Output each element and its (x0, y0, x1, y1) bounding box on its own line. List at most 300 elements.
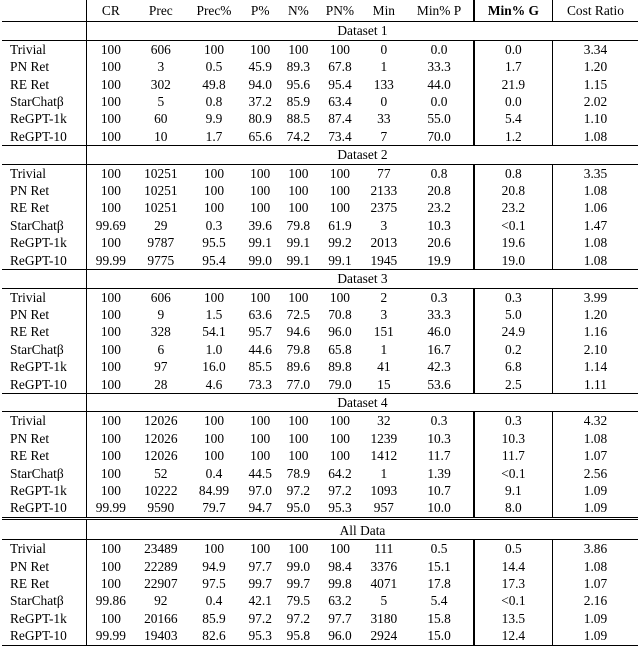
method-name: ReGPT-10 (2, 376, 87, 394)
table-cell: 74.2 (279, 128, 317, 146)
table-cell: 100 (87, 40, 135, 58)
table-cell: 79.7 (187, 499, 241, 518)
method-name: RE Ret (10, 200, 50, 216)
table-cell: 2.10 (552, 341, 638, 358)
table-row (2, 199, 638, 216)
table-cell: 23489 (144, 541, 178, 557)
table-cell: 94.9 (202, 558, 226, 574)
table-cell: 3.35 (552, 164, 638, 182)
table-cell: 98.4 (328, 558, 352, 574)
table-cell: 5.4 (430, 593, 448, 609)
table-cell: 19.9 (405, 252, 474, 270)
table-cell: 16.7 (427, 341, 451, 357)
table-cell: 1.08 (552, 128, 638, 146)
table-cell: 100 (87, 93, 135, 110)
table-cell: 80.9 (248, 111, 272, 127)
column-header: Prec (135, 0, 187, 22)
section-header-row (2, 22, 638, 40)
table-cell: 151 (373, 324, 394, 340)
method-name: PN Ret (10, 59, 50, 75)
table-cell: 328 (150, 324, 171, 340)
table-cell: 14.4 (474, 558, 553, 575)
table-cell: 95.3 (241, 627, 279, 645)
column-header: Min% G (474, 0, 553, 22)
table-row (2, 430, 638, 447)
table-cell: 77 (377, 165, 391, 181)
table-cell: 77.0 (279, 376, 317, 394)
method-name: PN Ret (10, 306, 50, 322)
table-cell: 100 (329, 541, 350, 557)
method-name: ReGPT-10 (2, 499, 87, 518)
table-cell: 100 (288, 541, 309, 557)
table-cell: 88.5 (286, 111, 311, 127)
table-cell: 100 (87, 199, 135, 216)
table-cell: 100 (329, 41, 350, 57)
table-cell: 20.8 (474, 182, 553, 199)
table-cell: 55.0 (427, 111, 451, 127)
table-cell: 0.3 (474, 412, 553, 430)
table-cell: 97.2 (286, 610, 311, 626)
section-title: Dataset 4 (87, 393, 639, 411)
table-cell: 24.9 (474, 323, 553, 340)
table-cell: 15.1 (427, 558, 451, 574)
table-cell: 95.6 (286, 76, 311, 92)
table-cell: 99.69 (87, 217, 135, 234)
table-cell: 97 (154, 359, 168, 375)
table-cell: 957 (362, 499, 405, 518)
table-row (2, 482, 638, 499)
table-cell: 15.8 (427, 610, 451, 626)
table-cell: 100 (288, 413, 309, 429)
table-cell: 21.9 (474, 76, 553, 93)
table-cell: 99.86 (87, 592, 135, 609)
table-cell: 100 (250, 430, 271, 446)
table-row (2, 358, 638, 375)
section-title: All Data (87, 518, 639, 539)
table-cell: 133 (373, 76, 394, 92)
table-cell: 79.0 (317, 376, 362, 394)
table-cell: 100 (87, 358, 135, 375)
table-cell: 0.5 (430, 541, 448, 557)
table-cell: 0.4 (205, 593, 223, 609)
table-cell: 2013 (370, 235, 398, 251)
table-row (2, 217, 638, 234)
table-cell: 100 (329, 289, 350, 305)
table-cell: 37.2 (248, 94, 272, 110)
table-cell: 78.9 (286, 465, 311, 481)
table-cell: 606 (150, 289, 171, 305)
table-cell: 100 (87, 465, 135, 482)
table-cell: 5 (157, 94, 165, 110)
table-cell: 97.2 (286, 482, 311, 498)
table-cell: 1.08 (552, 430, 638, 447)
table-cell: 0.0 (474, 93, 553, 110)
table-cell: 100 (87, 558, 135, 575)
table-cell: 10251 (144, 183, 178, 199)
table-cell: 70.0 (405, 128, 474, 146)
method-name: PN Ret (10, 558, 50, 574)
table-cell: 100 (250, 413, 271, 429)
table-cell: 17.8 (427, 576, 451, 591)
table-cell: 1.2 (474, 128, 553, 146)
method-name: Trivial (10, 289, 46, 305)
table-cell: 39.6 (248, 217, 272, 233)
method-name: StarChatβ (10, 217, 64, 233)
table-cell: 6 (157, 341, 165, 357)
column-header: Cost Ratio (552, 0, 638, 22)
table-cell: 95.4 (328, 76, 352, 92)
table-cell: 19.0 (474, 252, 553, 270)
section-title: Dataset 1 (87, 22, 639, 40)
table-cell: 19.6 (474, 234, 553, 251)
table-cell: 99.1 (317, 252, 362, 270)
method-name: RE Ret (10, 576, 50, 591)
table-cell: 0.0 (474, 40, 553, 58)
table-cell: 45.9 (248, 59, 272, 75)
table-cell: 95.0 (279, 499, 317, 518)
method-name: Trivial (10, 541, 46, 557)
table-cell: 42.1 (248, 593, 272, 609)
table-row (2, 288, 638, 306)
table-cell: 100 (87, 610, 135, 627)
table-cell: 15.0 (405, 627, 474, 645)
table-cell: 73.3 (241, 376, 279, 394)
table-cell: 95.4 (187, 252, 241, 270)
table-cell: <0.1 (474, 592, 553, 609)
table-cell: 111 (374, 541, 394, 557)
table-cell: 2375 (370, 200, 398, 216)
table-cell: 61.9 (328, 217, 352, 233)
table-cell: 97.7 (248, 558, 272, 574)
table-cell: 15 (362, 376, 405, 394)
table-cell: 7 (362, 128, 405, 146)
table-cell: 97.0 (248, 482, 272, 498)
table-cell: 92 (154, 593, 168, 609)
table-cell: 12.4 (474, 627, 553, 645)
section-spacer (2, 146, 87, 164)
table-cell: 5.0 (474, 306, 553, 323)
table-cell: 10251 (144, 165, 178, 181)
table-cell: 33.3 (427, 306, 451, 322)
table-cell: 94.0 (248, 76, 272, 92)
table-cell: 10222 (144, 482, 178, 498)
table-cell: 16.0 (202, 359, 226, 375)
table-cell: 65.8 (328, 341, 352, 357)
table-row (2, 465, 638, 482)
table-cell: 79.8 (286, 341, 311, 357)
table-cell: 5.4 (474, 110, 553, 127)
table-cell: 79.5 (286, 593, 311, 609)
table-cell: 3 (157, 59, 165, 75)
method-name: RE Ret (10, 448, 50, 464)
table-cell: 99.1 (279, 252, 317, 270)
table-cell: 12026 (144, 430, 178, 446)
table-cell: 9775 (135, 252, 187, 270)
table-cell: 82.6 (187, 627, 241, 645)
section-spacer (2, 22, 87, 40)
table-cell: 100 (329, 448, 350, 464)
table-cell: 20.6 (427, 235, 451, 251)
table-cell: 1 (380, 59, 388, 75)
table-cell: 96.0 (328, 324, 352, 340)
table-cell: 100 (87, 164, 135, 182)
table-cell: 0.2 (474, 341, 553, 358)
table-cell: 100 (203, 200, 225, 216)
table-cell: 1.5 (205, 306, 223, 322)
table-cell: 20.8 (427, 183, 451, 199)
table-cell: 10.7 (427, 482, 451, 498)
table-cell: 0.8 (474, 164, 553, 182)
table-cell: 10.3 (474, 430, 553, 447)
table-row (2, 323, 638, 340)
column-header: Min (362, 0, 405, 22)
table-cell: 1239 (370, 430, 398, 446)
table-row (2, 252, 638, 270)
table-cell: 1.10 (552, 110, 638, 127)
table-cell: 10.3 (427, 430, 451, 446)
table-cell: 3.86 (552, 540, 638, 558)
table-cell: 100 (288, 183, 309, 199)
table-cell: 94.6 (286, 324, 311, 340)
column-header: N% (279, 0, 317, 22)
table-cell: 11.7 (427, 448, 451, 464)
table-cell: 63.6 (248, 306, 272, 322)
table-cell: 100 (87, 128, 135, 146)
table-cell: 100 (288, 289, 309, 305)
table-cell: 100 (87, 540, 135, 558)
table-cell: 9.1 (474, 482, 553, 499)
table-cell: 22907 (144, 576, 178, 591)
table-cell: 0.8 (430, 165, 448, 181)
table-cell: 53.6 (405, 376, 474, 394)
table-cell: 70.8 (328, 306, 352, 322)
table-cell: 1.7 (187, 128, 241, 146)
table-cell: 2924 (362, 627, 405, 645)
table-cell: 100 (203, 448, 225, 464)
table-cell: 100 (250, 448, 271, 464)
table-cell: <0.1 (474, 217, 553, 234)
method-name: ReGPT-10 (2, 627, 87, 645)
table-cell: 99.7 (248, 576, 272, 591)
table-cell: 17.3 (474, 575, 553, 592)
table-cell: 1093 (370, 482, 398, 498)
method-name: ReGPT-1k (10, 235, 67, 251)
table-cell: 100 (250, 289, 271, 305)
section-header-row (2, 146, 638, 164)
table-cell: 2.56 (552, 465, 638, 482)
table-cell: 100 (203, 430, 225, 446)
table-row (2, 93, 638, 110)
table-row (2, 575, 638, 592)
column-header: CR (87, 0, 135, 22)
table-cell: 100 (250, 183, 271, 199)
method-name: ReGPT-10 (2, 252, 87, 270)
table-cell: 1.15 (552, 76, 638, 93)
table-row (2, 76, 638, 93)
table-cell: 0.3 (430, 413, 448, 429)
table-cell: 23.2 (474, 199, 553, 216)
table-cell: 1.20 (552, 306, 638, 323)
table-cell: 99.1 (248, 235, 272, 251)
table-cell: 9.9 (205, 111, 223, 127)
column-header (2, 0, 87, 22)
table-cell: 1.09 (552, 499, 638, 518)
table-cell: 64.2 (328, 465, 352, 481)
table-row (2, 447, 638, 464)
table-cell: 63.4 (328, 94, 352, 110)
table-cell: 1.07 (552, 447, 638, 464)
table-cell: 100 (329, 165, 350, 181)
table-cell: 100 (329, 413, 350, 429)
table-body (2, 22, 638, 645)
table-row (2, 234, 638, 251)
table-cell: 1.09 (552, 610, 638, 627)
table-cell: 0.4 (205, 465, 223, 481)
table-cell: 100 (87, 76, 135, 93)
table-cell: 1.11 (552, 376, 638, 394)
section-header-row (2, 393, 638, 411)
table-cell: 3 (380, 306, 388, 322)
table-cell: 89.8 (328, 359, 352, 375)
column-header: Prec% (187, 0, 241, 22)
table-cell: 95.7 (248, 324, 272, 340)
table-cell: 100 (87, 482, 135, 499)
table-cell: 100 (87, 447, 135, 464)
table-cell: 46.0 (427, 324, 451, 340)
table-cell: 1.09 (552, 482, 638, 499)
table-cell: 100 (250, 165, 271, 181)
section-title: Dataset 3 (87, 270, 639, 288)
table-cell: 100 (87, 306, 135, 323)
table-cell: 79.8 (286, 217, 311, 233)
table-cell: 100 (203, 183, 225, 199)
table-cell: 33 (377, 111, 391, 127)
table-cell: 97.5 (202, 576, 226, 591)
table-cell: 1 (380, 341, 388, 357)
table-cell: 44.5 (248, 465, 272, 481)
table-cell: 3.34 (552, 40, 638, 58)
table-cell: 100 (203, 41, 225, 57)
table-cell: 3.99 (552, 288, 638, 306)
section-spacer (2, 270, 87, 288)
table-cell: 100 (203, 289, 225, 305)
table-cell: 33.3 (427, 59, 451, 75)
table-cell: 2.5 (474, 376, 553, 394)
table-cell: 22289 (144, 558, 178, 574)
table-cell: 12026 (144, 448, 178, 464)
table-cell: 1945 (362, 252, 405, 270)
table-cell: 11.7 (474, 447, 553, 464)
table-cell: 1.06 (552, 199, 638, 216)
table-cell: 100 (329, 183, 350, 199)
table-cell: 100 (87, 288, 135, 306)
section-header-row (2, 518, 638, 539)
table-cell: 100 (87, 430, 135, 447)
table-cell: 100 (203, 413, 225, 429)
table-cell: 1.07 (552, 575, 638, 592)
table-cell: 9 (157, 306, 165, 322)
table-cell: 100 (288, 165, 309, 181)
table-cell: 10 (135, 128, 187, 146)
table-cell: 0.3 (205, 217, 223, 233)
table-row (2, 110, 638, 127)
method-name: StarChatβ (10, 94, 64, 110)
table-cell: 44.0 (427, 76, 451, 92)
table-row (2, 341, 638, 358)
column-header: P% (241, 0, 279, 22)
method-name: StarChatβ (10, 465, 64, 481)
table-cell: 100 (87, 376, 135, 394)
table-cell: 28 (135, 376, 187, 394)
table-cell: 67.8 (328, 59, 352, 75)
table-cell: 89.3 (286, 59, 311, 75)
table-cell: 13.5 (474, 610, 553, 627)
method-name: PN Ret (10, 183, 50, 199)
table-row (2, 412, 638, 430)
table-cell: 606 (150, 41, 171, 57)
method-name: ReGPT-1k (10, 610, 67, 626)
table-cell: 99.7 (286, 576, 311, 591)
table-cell: 12026 (144, 413, 178, 429)
table-cell: 0.5 (474, 540, 553, 558)
method-name: StarChatβ (10, 341, 64, 357)
table-cell: 1.39 (427, 465, 451, 481)
table-cell: 95.5 (202, 235, 226, 251)
table-cell: 100 (203, 541, 225, 557)
table-row (2, 128, 638, 146)
table-cell: 100 (288, 448, 309, 464)
table-cell: 1.08 (552, 234, 638, 251)
table-cell: 65.6 (241, 128, 279, 146)
table-cell: 96.0 (317, 627, 362, 645)
table-cell: 95.3 (317, 499, 362, 518)
table-cell: 100 (87, 58, 135, 75)
table-cell: 1.7 (474, 58, 553, 75)
table-cell: 63.2 (328, 593, 352, 609)
table-cell: 2 (380, 289, 388, 305)
table-cell: 2.16 (552, 592, 638, 609)
table-cell: 23.2 (427, 200, 451, 216)
table-row (2, 164, 638, 182)
table-cell: 44.6 (248, 341, 272, 357)
table-cell: 4.32 (552, 412, 638, 430)
table-cell: 95.8 (279, 627, 317, 645)
table-cell: 100 (250, 541, 271, 557)
table-cell: 99.99 (87, 252, 135, 270)
table-cell: 100 (288, 430, 309, 446)
table-cell: 100 (329, 200, 350, 216)
table-cell: 84.99 (198, 482, 230, 498)
table-row (2, 58, 638, 75)
table-cell: 0.8 (205, 94, 223, 110)
table-row (2, 499, 638, 518)
table-cell: 0 (380, 41, 388, 57)
table-row (2, 306, 638, 323)
table-cell: 1412 (370, 448, 398, 464)
table-cell: 10.3 (427, 217, 451, 233)
table-cell: 0.3 (474, 288, 553, 306)
table-cell: 3 (380, 217, 388, 233)
table-cell: 3180 (370, 610, 398, 626)
table-cell: 89.6 (286, 359, 311, 375)
table-cell: 2133 (370, 183, 398, 199)
section-title: Dataset 2 (87, 146, 639, 164)
table-cell: 94.7 (241, 499, 279, 518)
column-header: Min% P (405, 0, 474, 22)
table-cell: 8.0 (474, 499, 553, 518)
table-cell: 1.16 (552, 323, 638, 340)
method-name: StarChatβ (10, 593, 64, 609)
